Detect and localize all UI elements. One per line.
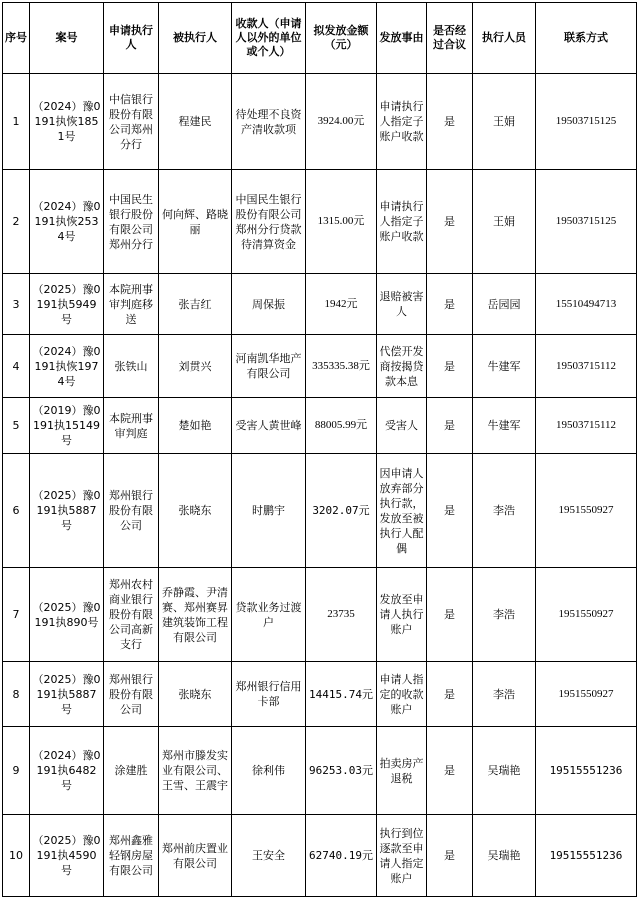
cell-contact: 19503715112 bbox=[536, 335, 637, 398]
table-row bbox=[3, 727, 637, 815]
table-row bbox=[3, 815, 637, 897]
cell-respondent: 何向辉、路晓丽 bbox=[159, 170, 232, 274]
table-row bbox=[3, 568, 637, 662]
cell-seq: 10 bbox=[3, 815, 30, 897]
cell-reason: 申请执行人指定子账户收款 bbox=[377, 74, 427, 170]
cell-meeting: 是 bbox=[427, 398, 473, 454]
cell-meeting: 是 bbox=[427, 170, 473, 274]
header-meeting: 是否经过合议 bbox=[427, 3, 473, 74]
cell-amount: 3202.07元 bbox=[306, 454, 377, 568]
cell-amount: 335335.38元 bbox=[306, 335, 377, 398]
header-reason: 发放事由 bbox=[377, 3, 427, 74]
cell-meeting: 是 bbox=[427, 815, 473, 897]
cell-reason: 代偿开发商按揭贷款本息 bbox=[377, 335, 427, 398]
cell-contact: 19503715125 bbox=[536, 74, 637, 170]
cell-applicant: 中国民生银行股份有限公司郑州分行 bbox=[104, 170, 159, 274]
header-respondent: 被执行人 bbox=[159, 3, 232, 74]
cell-meeting: 是 bbox=[427, 335, 473, 398]
cell-meeting: 是 bbox=[427, 454, 473, 568]
cell-contact: 19503715112 bbox=[536, 398, 637, 454]
cell-meeting: 是 bbox=[427, 727, 473, 815]
cell-payee: 受害人黄世峰 bbox=[232, 398, 306, 454]
cell-applicant: 本院刑事审判庭移送 bbox=[104, 274, 159, 335]
cell-officer: 王娟 bbox=[473, 74, 536, 170]
cell-case: （2024）豫0191执恢1974号 bbox=[30, 335, 104, 398]
cell-reason: 拍卖房产退税 bbox=[377, 727, 427, 815]
header-case: 案号 bbox=[30, 3, 104, 74]
cell-payee: 郑州银行信用卡部 bbox=[232, 662, 306, 727]
header-officer: 执行人员 bbox=[473, 3, 536, 74]
cell-contact: 19503715125 bbox=[536, 170, 637, 274]
cell-officer: 牛建军 bbox=[473, 398, 536, 454]
cell-amount: 14415.74元 bbox=[306, 662, 377, 727]
cell-payee: 周保振 bbox=[232, 274, 306, 335]
cell-contact: 1951550927 bbox=[536, 454, 637, 568]
cell-meeting: 是 bbox=[427, 662, 473, 727]
cell-respondent: 郑州市滕发实业有限公司、王雪、王震宇 bbox=[159, 727, 232, 815]
cell-applicant: 郑州鑫雅轻钢房屋有限公司 bbox=[104, 815, 159, 897]
cell-meeting: 是 bbox=[427, 568, 473, 662]
cell-reason: 退赔被害人 bbox=[377, 274, 427, 335]
cell-case: （2025）豫0191执5887号 bbox=[30, 662, 104, 727]
cell-contact: 1951550927 bbox=[536, 568, 637, 662]
cell-seq: 1 bbox=[3, 74, 30, 170]
cell-seq: 2 bbox=[3, 170, 30, 274]
cell-reason: 发放至申请人执行账户 bbox=[377, 568, 427, 662]
cell-respondent: 乔静霞、尹清赛、郑州赛昇建筑装饰工程有限公司 bbox=[159, 568, 232, 662]
cell-officer: 李浩 bbox=[473, 568, 536, 662]
header-applicant: 申请执行人 bbox=[104, 3, 159, 74]
cell-case: （2025）豫0191执5949号 bbox=[30, 274, 104, 335]
cell-officer: 李浩 bbox=[473, 662, 536, 727]
cell-applicant: 中信银行股份有限公司郑州分行 bbox=[104, 74, 159, 170]
cell-payee: 中国民生银行股份有限公司郑州分行贷款待清算资金 bbox=[232, 170, 306, 274]
cell-case: （2025）豫0191执890号 bbox=[30, 568, 104, 662]
cell-applicant: 涂建胜 bbox=[104, 727, 159, 815]
cell-payee: 时鹏宇 bbox=[232, 454, 306, 568]
table-row bbox=[3, 335, 637, 398]
cell-payee: 徐利伟 bbox=[232, 727, 306, 815]
cell-case: （2024）豫0191执恢2534号 bbox=[30, 170, 104, 274]
cell-respondent: 张晓东 bbox=[159, 454, 232, 568]
table-row bbox=[3, 454, 637, 568]
cell-contact: 19515551236 bbox=[536, 815, 637, 897]
cell-seq: 9 bbox=[3, 727, 30, 815]
header-payee: 收款人（申请人以外的单位或个人） bbox=[232, 3, 306, 74]
cell-contact: 19515551236 bbox=[536, 727, 637, 815]
header-contact: 联系方式 bbox=[536, 3, 637, 74]
cell-payee: 河南凯华地产有限公司 bbox=[232, 335, 306, 398]
cell-amount: 3924.00元 bbox=[306, 74, 377, 170]
cell-officer: 牛建军 bbox=[473, 335, 536, 398]
cell-case: （2025）豫0191执4590号 bbox=[30, 815, 104, 897]
cell-officer: 王娟 bbox=[473, 170, 536, 274]
table-row bbox=[3, 274, 637, 335]
cell-applicant: 本院刑事审判庭 bbox=[104, 398, 159, 454]
cell-respondent: 张吉红 bbox=[159, 274, 232, 335]
cell-reason: 执行到位逐款至申请人指定账户 bbox=[377, 815, 427, 897]
cell-meeting: 是 bbox=[427, 274, 473, 335]
header-seq: 序号 bbox=[3, 3, 30, 74]
cell-officer: 吴瑞艳 bbox=[473, 815, 536, 897]
cell-respondent: 楚如艳 bbox=[159, 398, 232, 454]
cell-reason: 申请执行人指定子账户收款 bbox=[377, 170, 427, 274]
cell-case: （2024）豫0191执恢1851号 bbox=[30, 74, 104, 170]
cell-payee: 贷款业务过渡户 bbox=[232, 568, 306, 662]
cell-seq: 6 bbox=[3, 454, 30, 568]
cell-respondent: 张晓东 bbox=[159, 662, 232, 727]
cell-amount: 96253.03元 bbox=[306, 727, 377, 815]
header-amount: 拟发放金额（元） bbox=[306, 3, 377, 74]
cell-contact: 1951550927 bbox=[536, 662, 637, 727]
cell-respondent: 郑州前庆置业有限公司 bbox=[159, 815, 232, 897]
cell-seq: 3 bbox=[3, 274, 30, 335]
cell-amount: 1315.00元 bbox=[306, 170, 377, 274]
cell-applicant: 郑州银行股份有限公司 bbox=[104, 662, 159, 727]
cell-amount: 23735 bbox=[306, 568, 377, 662]
header-row bbox=[3, 3, 637, 74]
table-row bbox=[3, 662, 637, 727]
cell-seq: 5 bbox=[3, 398, 30, 454]
cell-contact: 15510494713 bbox=[536, 274, 637, 335]
cell-officer: 岳园园 bbox=[473, 274, 536, 335]
cell-officer: 吴瑞艳 bbox=[473, 727, 536, 815]
table-row bbox=[3, 398, 637, 454]
cell-seq: 7 bbox=[3, 568, 30, 662]
cell-respondent: 程建民 bbox=[159, 74, 232, 170]
cell-applicant: 郑州银行股份有限公司 bbox=[104, 454, 159, 568]
cell-reason: 申请人指定的收款账户 bbox=[377, 662, 427, 727]
cell-case: （2019）豫0191执15149号 bbox=[30, 398, 104, 454]
case-payment-table bbox=[2, 2, 637, 897]
cell-officer: 李浩 bbox=[473, 454, 536, 568]
cell-amount: 1942元 bbox=[306, 274, 377, 335]
cell-amount: 88005.99元 bbox=[306, 398, 377, 454]
cell-case: （2025）豫0191执5887号 bbox=[30, 454, 104, 568]
cell-seq: 4 bbox=[3, 335, 30, 398]
cell-seq: 8 bbox=[3, 662, 30, 727]
table-row bbox=[3, 170, 637, 274]
cell-applicant: 张铁山 bbox=[104, 335, 159, 398]
cell-reason: 因申请人放弃部分执行款，发放至被执行人配偶 bbox=[377, 454, 427, 568]
cell-amount: 62740.19元 bbox=[306, 815, 377, 897]
cell-payee: 待处理不良资产清收款项 bbox=[232, 74, 306, 170]
cell-meeting: 是 bbox=[427, 74, 473, 170]
cell-case: （2024）豫0191执6482号 bbox=[30, 727, 104, 815]
cell-applicant: 郑州农村商业银行股份有限公司高新支行 bbox=[104, 568, 159, 662]
cell-payee: 王安全 bbox=[232, 815, 306, 897]
table-row bbox=[3, 74, 637, 170]
cell-respondent: 刘贯兴 bbox=[159, 335, 232, 398]
cell-reason: 受害人 bbox=[377, 398, 427, 454]
